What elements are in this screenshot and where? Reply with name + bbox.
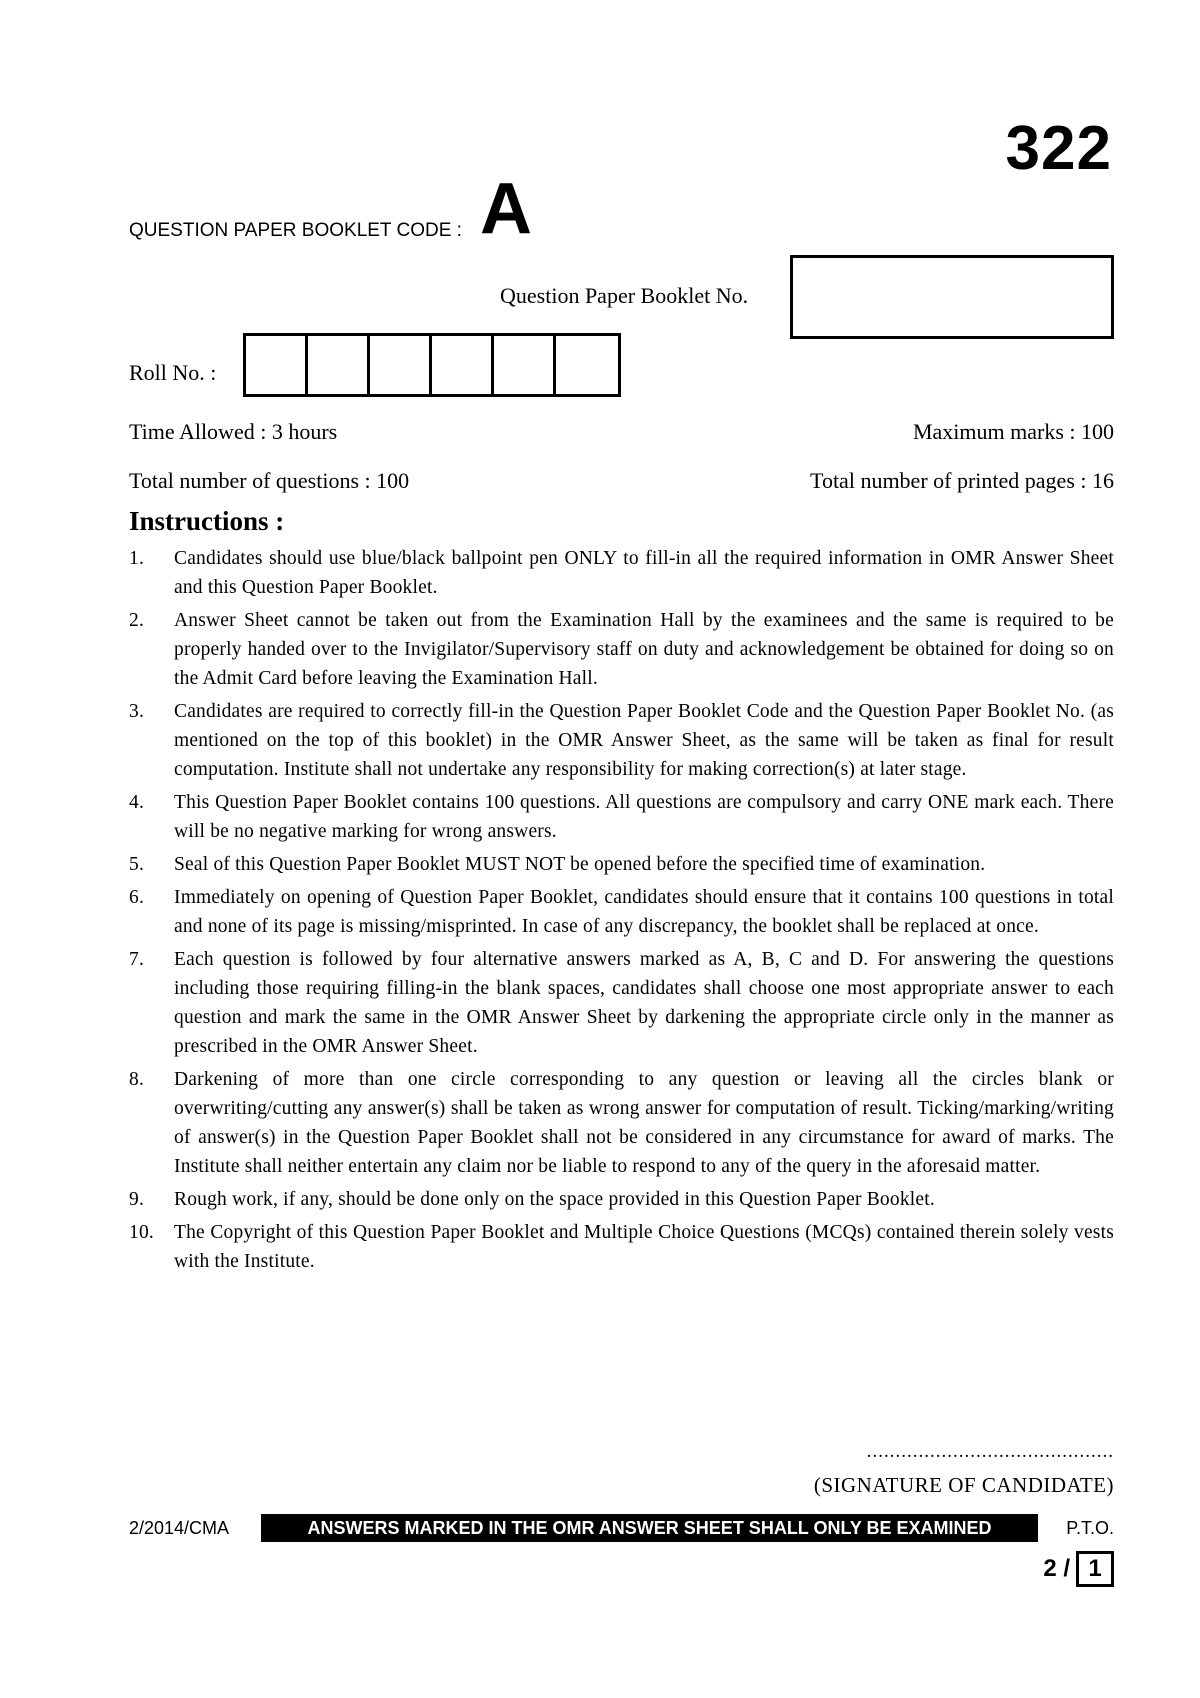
roll-number-cell bbox=[308, 336, 370, 394]
instruction-item bbox=[129, 945, 1114, 1061]
instruction-number: 5. bbox=[129, 854, 145, 875]
instruction-text: Seal of this Question Paper Booklet MUST NOT be opened before the specified time of examination. bbox=[174, 854, 986, 875]
instruction-number: 6. bbox=[129, 887, 145, 908]
instruction-text: The Copyright of this Question Paper Booklet and Multiple Choice Questions (MCQs) contained therein solely vests with the Institute. bbox=[174, 1222, 1114, 1272]
booklet-code-value: A bbox=[480, 169, 532, 249]
total-questions: Total number of questions : 100 bbox=[129, 468, 410, 493]
instruction-number: 4. bbox=[129, 792, 145, 813]
instruction-item bbox=[129, 1065, 1114, 1181]
signature-line: ........................................... bbox=[866, 1441, 1114, 1462]
roll-number-cell bbox=[432, 336, 494, 394]
booklet-code-label: QUESTION PAPER BOOKLET CODE : bbox=[129, 220, 462, 241]
instruction-text: Each question is followed by four alternative answers marked as A, B, C and D. For answering the questions including those requiring filling-in the blank spaces, candidates shall choose one most appropriate answer to each question and mark the same in the OMR Answer Sheet by darkening the appropriate circle only in the manner as prescribed in the OMR Answer Sheet. bbox=[174, 949, 1114, 1057]
instruction-item bbox=[129, 606, 1114, 693]
paper-code: 322 bbox=[1005, 114, 1112, 183]
roll-number-cell bbox=[246, 336, 308, 394]
maximum-marks: Maximum marks : 100 bbox=[912, 419, 1114, 444]
instruction-text: This Question Paper Booklet contains 100 questions. All questions are compulsory and carry ONE mark each. There will be no negative marking for wrong answers. bbox=[174, 792, 1114, 842]
total-pages: Total number of printed pages : 16 bbox=[810, 468, 1114, 493]
instruction-number: 3. bbox=[129, 701, 145, 722]
roll-number-label: Roll No. : bbox=[129, 360, 217, 385]
footer-code: 2/2014/CMA bbox=[129, 1518, 230, 1538]
instruction-number: 2. bbox=[129, 610, 145, 631]
instruction-text: Candidates should use blue/black ballpoint pen ONLY to fill-in all the required information in OMR Answer Sheet and this Question Paper Booklet. bbox=[174, 548, 1114, 598]
instruction-item bbox=[129, 883, 1114, 941]
page-indicator bbox=[1043, 1551, 1114, 1587]
booklet-number-box bbox=[790, 255, 1114, 339]
roll-number-cell bbox=[556, 336, 618, 394]
instruction-item bbox=[129, 850, 1114, 879]
instructions-title: Instructions : bbox=[129, 506, 285, 536]
page-prefix: 2 / bbox=[1043, 1555, 1070, 1582]
instruction-number: 10. bbox=[129, 1222, 154, 1243]
instruction-item bbox=[129, 1185, 1114, 1214]
page-number-box: 1 bbox=[1076, 1551, 1114, 1587]
instruction-text: Rough work, if any, should be done only on the space provided in this Question Paper Booklet. bbox=[174, 1189, 935, 1210]
instruction-number: 9. bbox=[129, 1189, 145, 1210]
instruction-item bbox=[129, 544, 1114, 602]
instruction-item bbox=[129, 788, 1114, 846]
instruction-number: 8. bbox=[129, 1069, 145, 1090]
signature-label: (SIGNATURE OF CANDIDATE) bbox=[813, 1473, 1114, 1497]
instruction-text: Answer Sheet cannot be taken out from the Examination Hall by the examinees and the same is required to be properly handed over to the Invigilator/Supervisory staff on duty and acknowledgement be obtained for doing so on the Admit Card before leaving the Examination Hall. bbox=[174, 610, 1114, 689]
instruction-number: 1. bbox=[129, 548, 145, 569]
instruction-text: Darkening of more than one circle corresponding to any question or leaving all the circles blank or overwriting/cutting any answer(s) shall be taken as wrong answer for computation of result. Ticking/marking/writing of answer(s) in the Question Paper Booklet shall not be considered in any circumstance for award of marks. The Institute shall neither entertain any claim nor be liable to respond to any of the query in the aforesaid matter. bbox=[174, 1069, 1114, 1177]
roll-number-boxes bbox=[243, 333, 621, 397]
footer-pto: P.T.O. bbox=[1066, 1518, 1114, 1538]
instruction-item bbox=[129, 697, 1114, 784]
instruction-number: 7. bbox=[129, 949, 145, 970]
footer-banner: ANSWERS MARKED IN THE OMR ANSWER SHEET SHALL ONLY BE EXAMINED bbox=[261, 1514, 1038, 1542]
roll-number-cell bbox=[370, 336, 432, 394]
roll-number-cell bbox=[494, 336, 556, 394]
booklet-number-label: Question Paper Booklet No. bbox=[500, 283, 749, 308]
instruction-text: Immediately on opening of Question Paper Booklet, candidates should ensure that it contains 100 questions in total and none of its page is missing/misprinted. In case of any discrepancy, the booklet shall be replaced at once. bbox=[174, 887, 1114, 937]
instruction-text: Candidates are required to correctly fill-in the Question Paper Booklet Code and the Question Paper Booklet No. (as mentioned on the top of this booklet) in the OMR Answer Sheet, as the same will be taken as final for result computation. Institute shall not undertake any responsibility for making correction(s) at later stage. bbox=[174, 701, 1114, 780]
instruction-item bbox=[129, 1218, 1114, 1276]
instructions-list bbox=[129, 544, 1114, 1280]
time-allowed: Time Allowed : 3 hours bbox=[129, 419, 338, 444]
